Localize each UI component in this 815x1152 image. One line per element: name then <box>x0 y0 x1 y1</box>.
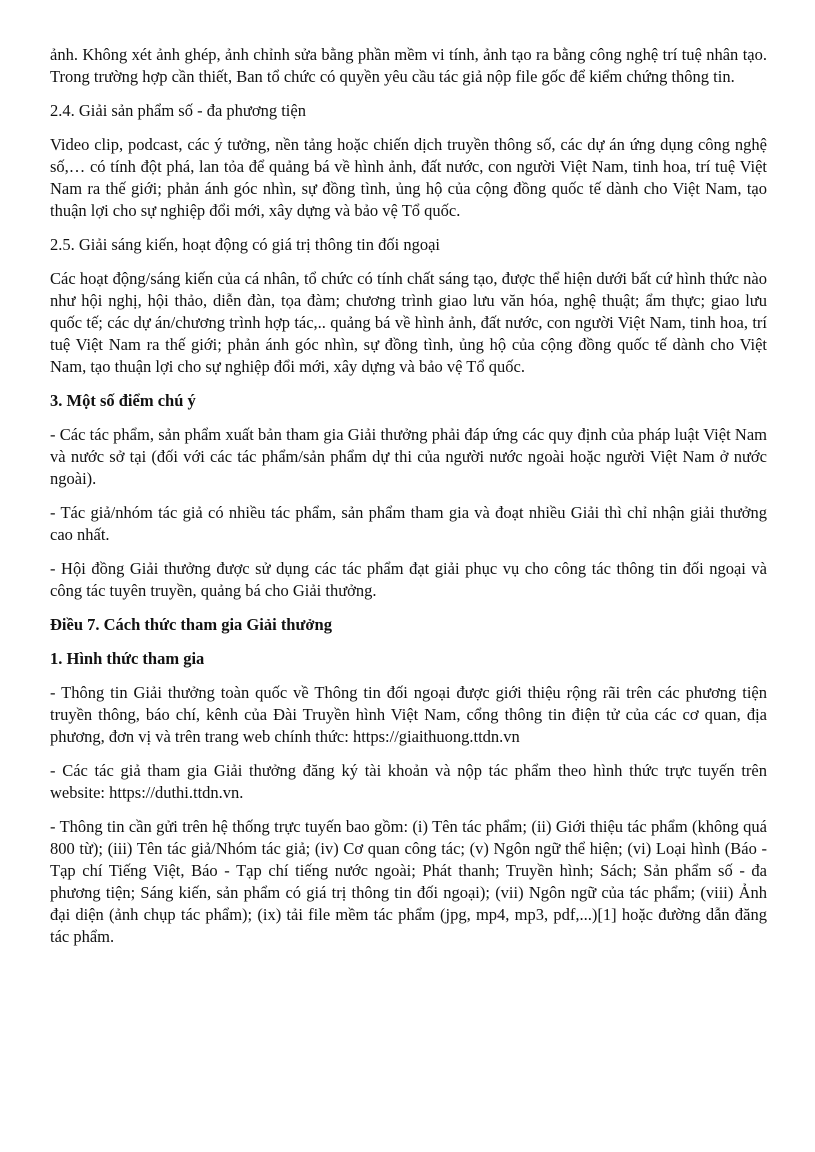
note-legal-compliance: - Các tác phẩm, sản phẩm xuất bản tham gia Giải thưởng phải đáp ứng các quy định của pháp luật Việt Nam và nước sở tại (đối với các tác phẩm/sản phẩm dự thi của người nước ngoài hoặc người Việt Nam ở nước ngoài). <box>50 425 767 488</box>
note-highest-award: - Tác giả/nhóm tác giả có nhiều tác phẩm, sản phẩm tham gia và đoạt nhiều Giải thì chỉ nhận giải thưởng cao nhất. <box>50 503 767 544</box>
paragraph-photo-rules: ảnh. Không xét ảnh ghép, ảnh chỉnh sửa bằng phần mềm vi tính, ảnh tạo ra bằng công nghệ trí tuệ nhân tạo. Trong trường hợp cần thiết, Ban tổ chức có quyền yêu cầu tác giả nộp file gốc để kiểm chứng thông tin. <box>50 45 767 86</box>
document-page <box>50 44 767 960</box>
note-usage-rights: - Hội đồng Giải thưởng được sử dụng các tác phẩm đạt giải phục vụ cho công tác thông tin đối ngoại và công tác tuyên truyền, quảng bá cho Giải thưởng. <box>50 559 767 600</box>
paragraph-award-info: - Thông tin Giải thưởng toàn quốc về Thông tin đối ngoại được giới thiệu rộng rãi trên các phương tiện truyền thông, báo chí, kênh của Đài Truyền hình Việt Nam, cổng thông tin điện tử của các cơ quan, địa phương, đơn vị và trên trang web chính thức: https://giaithuong.ttdn.vn <box>50 683 767 746</box>
participation-form-title: 1. Hình thức tham gia <box>50 649 205 668</box>
section-3-title: 3. Một số điểm chú ý <box>50 391 196 410</box>
paragraph-digital-products: Video clip, podcast, các ý tưởng, nền tảng hoặc chiến dịch truyền thông số, các dự án ứng dụng công nghệ số,… có tính đột phá, lan tỏa để quảng bá về hình ảnh, đất nước, con người Việt Nam, tinh hoa, trí tuệ Việt Nam ra thế giới; phản ánh góc nhìn, sự đồng tình, ủng hộ của cộng đồng quốc tế dành cho Việt Nam, tạo thuận lợi cho sự nghiệp đổi mới, xây dựng và bảo vệ Tổ quốc. <box>50 135 767 220</box>
paragraph-online-registration: - Các tác giả tham gia Giải thưởng đăng ký tài khoản và nộp tác phẩm theo hình thức trực tuyến trên website: https://duthi.ttdn.vn. <box>50 761 767 802</box>
section-2-5-title: 2.5. Giải sáng kiến, hoạt động có giá trị thông tin đối ngoại <box>50 235 440 254</box>
paragraph-submission-info: - Thông tin cần gửi trên hệ thống trực tuyến bao gồm: (i) Tên tác phẩm; (ii) Giới thiệu tác phẩm (không quá 800 từ); (iii) Tên tác giả/Nhóm tác giả; (iv) Cơ quan công tác; (v) Ngôn ngữ thể hiện; (vi) Loại hình (Báo - Tạp chí Tiếng Việt, Báo - Tạp chí tiếng nước ngoài; Phát thanh; Truyền hình; Sách; Sản phẩm số - đa phương tiện; Sáng kiến, sản phẩm có giá trị thông tin đối ngoại); (vii) Ngôn ngữ của tác phẩm; (viii) Ảnh đại diện (ảnh chụp tác phẩm); (ix) tải file mềm tác phẩm (jpg, mp4, mp3, pdf,...)[1] hoặc đường dẫn đăng tác phẩm. <box>50 817 767 946</box>
paragraph-initiatives: Các hoạt động/sáng kiến của cá nhân, tổ chức có tính chất sáng tạo, được thể hiện dưới bất cứ hình thức nào như hội nghị, hội thảo, diễn đàn, tọa đàm; chương trình giao lưu văn hóa, nghệ thuật; ẩm thực; giao lưu quốc tế; các dự án/chương trình hợp tác,.. quảng bá về hình ảnh, đất nước, con người Việt Nam, tinh hoa, trí tuệ Việt Nam ra thế giới; phản ánh góc nhìn, sự đồng tình, ủng hộ của cộng đồng quốc tế dành cho Việt Nam, tạo thuận lợi cho sự nghiệp đổi mới, xây dựng và bảo vệ Tổ quốc. <box>50 269 767 376</box>
section-2-4-title: 2.4. Giải sản phẩm số - đa phương tiện <box>50 101 306 120</box>
article-7-title: Điều 7. Cách thức tham gia Giải thưởng <box>50 615 332 634</box>
